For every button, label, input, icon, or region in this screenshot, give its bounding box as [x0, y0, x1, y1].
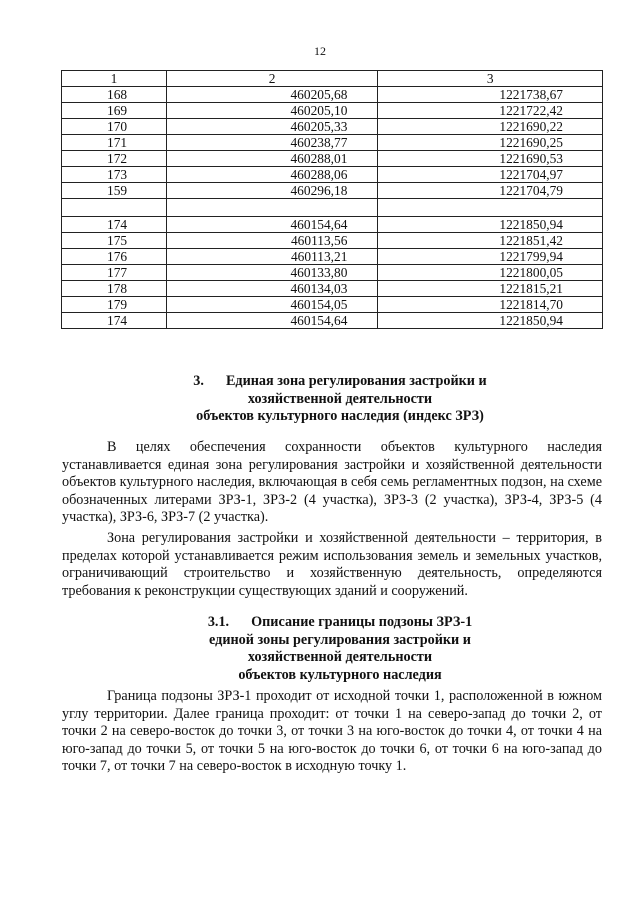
point-number-cell: 168	[62, 87, 167, 103]
section-3-number: 3.	[193, 373, 204, 389]
x-coordinate-cell: 460154,05	[166, 297, 378, 313]
section-3-paragraph-2: Зона регулирования застройки и хозяйственной деятельности – территория, в пределах которой устанавливается режим использования земель и земельных участков, ограничивающий строительство и хозяйственную деятельность, определяются требования к реконструкции существующих зданий и сооружений.	[62, 530, 602, 599]
section-3-title-line: Единая зона регулирования застройки и	[225, 373, 487, 389]
y-coordinate-cell: 1221738,67	[378, 87, 603, 103]
section-3-1-title-line: единой зоны регулирования застройки и	[209, 631, 471, 648]
x-coordinate-cell: 460113,56	[166, 233, 378, 249]
table-row	[62, 183, 603, 199]
column-header: 3	[378, 71, 603, 87]
section-3-1-title-line: объектов культурного наследия	[238, 666, 442, 683]
point-number-cell: 177	[62, 265, 167, 281]
section-3-title-line: хозяйственной деятельности	[247, 390, 433, 407]
y-coordinate-cell: 1221850,94	[378, 217, 603, 233]
section-3-1-title	[150, 614, 530, 684]
empty-cell	[378, 199, 603, 217]
x-coordinate-cell: 460288,06	[166, 167, 378, 183]
table-row	[62, 249, 603, 265]
y-coordinate-cell: 1221704,97	[378, 167, 603, 183]
x-coordinate-cell: 460288,01	[166, 151, 378, 167]
point-number-cell: 174	[62, 217, 167, 233]
y-coordinate-cell: 1221690,22	[378, 119, 603, 135]
point-number-cell: 171	[62, 135, 167, 151]
y-coordinate-cell: 1221799,94	[378, 249, 603, 265]
empty-cell	[62, 199, 167, 217]
table-header-row	[62, 71, 603, 87]
section-3-1-number: 3.1.	[207, 614, 230, 630]
x-coordinate-cell: 460113,21	[166, 249, 378, 265]
table-row	[62, 297, 603, 313]
point-number-cell: 173	[62, 167, 167, 183]
x-coordinate-cell: 460133,80	[166, 265, 378, 281]
section-3-1-paragraph: Граница подзоны ЗРЗ-1 проходит от исходной точки 1, расположенной в южном углу территории. Далее граница проходит: от точки 1 на северо-запад до точки 2, от точки 2 на северо-восток до точки 3, от точки 3 на юго-восток до точки 4, от точки 4 на юго-запад до точки 5, от точки 5 на юго-восток до точки 6, от точки 6 на юго-запад до точки 7, от точки 7 на северо-восток в исходную точку 1.	[62, 688, 602, 774]
table-row	[62, 281, 603, 297]
table-row	[62, 233, 603, 249]
section-3-title-line: объектов культурного наследия (индекс ЗРЗ)	[196, 408, 484, 424]
x-coordinate-cell: 460205,68	[166, 87, 378, 103]
table-separator-row	[62, 199, 603, 217]
table-row	[62, 265, 603, 281]
column-header: 2	[166, 71, 378, 87]
section-3-1-title-line: Описание границы подзоны ЗРЗ-1	[251, 614, 473, 630]
table-row	[62, 217, 603, 233]
y-coordinate-cell: 1221690,25	[378, 135, 603, 151]
coordinates-table	[61, 70, 603, 329]
point-number-cell: 178	[62, 281, 167, 297]
section-3-title	[150, 373, 530, 426]
x-coordinate-cell: 460205,10	[166, 103, 378, 119]
table-row	[62, 119, 603, 135]
y-coordinate-cell: 1221851,42	[378, 233, 603, 249]
point-number-cell: 170	[62, 119, 167, 135]
table-row	[62, 135, 603, 151]
x-coordinate-cell: 460238,77	[166, 135, 378, 151]
x-coordinate-cell: 460205,33	[166, 119, 378, 135]
point-number-cell: 159	[62, 183, 167, 199]
point-number-cell: 179	[62, 297, 167, 313]
table-row	[62, 167, 603, 183]
point-number-cell: 172	[62, 151, 167, 167]
table-row	[62, 313, 603, 329]
y-coordinate-cell: 1221722,42	[378, 103, 603, 119]
point-number-cell: 169	[62, 103, 167, 119]
table-row	[62, 151, 603, 167]
empty-cell	[166, 199, 378, 217]
point-number-cell: 174	[62, 313, 167, 329]
y-coordinate-cell: 1221704,79	[378, 183, 603, 199]
column-header: 1	[62, 71, 167, 87]
x-coordinate-cell: 460154,64	[166, 313, 378, 329]
section-3-1-title-line: хозяйственной деятельности	[247, 649, 433, 665]
y-coordinate-cell: 1221800,05	[378, 265, 603, 281]
x-coordinate-cell: 460296,18	[166, 183, 378, 199]
table-row	[62, 87, 603, 103]
y-coordinate-cell: 1221814,70	[378, 297, 603, 313]
point-number-cell: 176	[62, 249, 167, 265]
table-row	[62, 103, 603, 119]
x-coordinate-cell: 460134,03	[166, 281, 378, 297]
y-coordinate-cell: 1221850,94	[378, 313, 603, 329]
page-number: 12	[314, 44, 326, 58]
y-coordinate-cell: 1221690,53	[378, 151, 603, 167]
section-3-paragraph-1: В целях обеспечения сохранности объектов культурного наследия устанавливается единая зона регулирования застройки и хозяйственной деятельности объектов культурного наследия, включающая в себя семь регламентных подзон, на схеме обозначенных литерами ЗРЗ-1, ЗРЗ-2 (4 участка), ЗРЗ-3 (2 участка), ЗРЗ-4, ЗРЗ-5 (4 участка), ЗРЗ-6, ЗРЗ-7 (2 участка).	[62, 439, 602, 525]
y-coordinate-cell: 1221815,21	[378, 281, 603, 297]
x-coordinate-cell: 460154,64	[166, 217, 378, 233]
point-number-cell: 175	[62, 233, 167, 249]
